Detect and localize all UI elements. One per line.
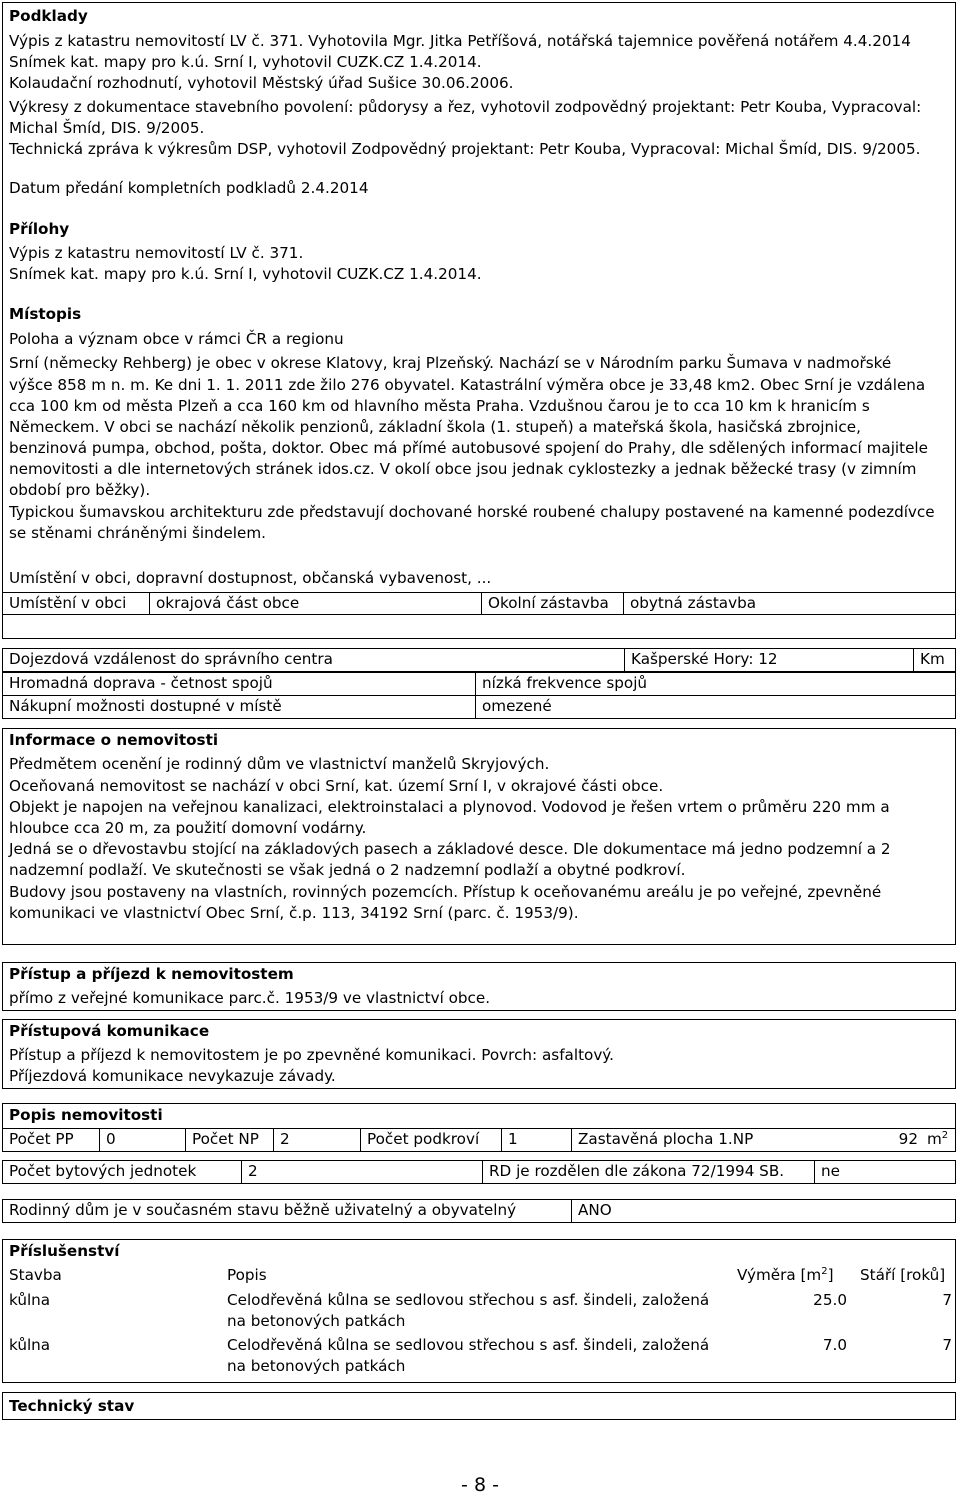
umisteni-value: okrajová část obce [149, 592, 482, 615]
prilohy-line: Výpis z katastru nemovitostí LV č. 371. [9, 244, 304, 262]
informace-line: Budovy jsou postaveny na vlastních, rovinných pozemcích. Přístup k oceňovanému areálu je po veřejné, zpevněné [9, 883, 882, 901]
mistopis-line: Srní (německy Rehberg) je obec v okrese Klatovy, kraj Plzeňský. Nachází se v Národním parku Šumava v nadmořské [9, 354, 892, 372]
okolni-zastavba-label: Okolní zástavba [481, 592, 624, 615]
pocet-bytu-label: Počet bytových jednotek [2, 1160, 242, 1184]
row-stari: 7 [942, 1336, 952, 1354]
header-vymera [737, 1265, 834, 1285]
vymera-end: ] [827, 1266, 834, 1284]
mistopis-subtitle: Poloha a význam obce v rámci ČR a regionu [9, 330, 344, 348]
row-popis: Celodřevěná kůlna se sedlovou střechou s asf. šindeli, založená [227, 1336, 710, 1354]
row-vymera: 7.0 [822, 1336, 847, 1354]
mistopis-line: Typickou šumavskou architekturu zde představují dochované horské roubené chalupy postavené na kamenné podezdívce [9, 503, 935, 521]
stav-value: ANO [571, 1199, 956, 1223]
zastavena-plocha-value: 92 [820, 1128, 924, 1152]
plocha-unit: m [927, 1130, 942, 1148]
dojezd-value: Kašperské Hory: 12 [624, 648, 914, 672]
informace-line: nadzemní podlaží. Ve skutečnosti se však jedná o 2 nadzemní podlaží a obytné podkroví. [9, 861, 686, 879]
zastavena-plocha-label: Zastavěná plocha 1.NP [571, 1128, 821, 1152]
informace-line: Objekt je napojen na veřejnou kanalizaci, elektroinstalaci a plynovod. Vodovod je řešen vrtem o průměru 220 mm a [9, 798, 890, 816]
mistopis-line: cca 100 km od města Plzeň a cca 160 km od hlavního města Praha. Vzdušnou čarou je to cca 10 km k hranicím s [9, 397, 870, 415]
vymera-text: Výměra [m [737, 1266, 822, 1284]
podklady-line: Výpis z katastru nemovitostí LV č. 371. Vyhotovila Mgr. Jitka Petříšová, notářská tajemnice pověřená notářem 4.4.2014 [9, 32, 911, 50]
pocet-bytu-value: 2 [241, 1160, 483, 1184]
podklady-title: Podklady [9, 7, 88, 25]
prislusenstvi-section [2, 1239, 956, 1383]
mistopis-line: výšce 858 m n. m. Ke dni 1. 1. 2011 zde žilo 276 obyvatel. Katastrální výměra obce je 33,48 km2. Obec Srní je vzdálena [9, 376, 926, 394]
nakup-label: Nákupní možnosti dostupné v místě [2, 695, 476, 719]
pocet-pp-value: 0 [99, 1128, 186, 1152]
pocet-podkrovi-value: 1 [501, 1128, 572, 1152]
informace-line: hloubce cca 20 m, za použití domovní vodárny. [9, 819, 367, 837]
page-number: - 8 - [461, 1474, 499, 1496]
pristup-title: Přístup a příjezd k nemovitostem [9, 965, 294, 983]
header-stari: Stáří [roků] [860, 1266, 946, 1284]
pocet-np-value: 2 [273, 1128, 361, 1152]
zastavena-plocha-unit [923, 1128, 956, 1152]
mistopis-title: Místopis [9, 305, 82, 323]
podklady-line: Technická zpráva k výkresům DSP, vyhotovil Zodpovědný projektant: Petr Kouba, Vypracoval: Michal Šmíd, DIS. 9/2005. [9, 140, 921, 158]
header-stavba: Stavba [9, 1266, 62, 1284]
technicky-section [2, 1392, 956, 1420]
podklady-line: Kolaudační rozhodnutí, vyhotovil Městský úřad Sušice 30.06.2006. [9, 74, 514, 92]
prislusenstvi-title: Příslušenství [9, 1242, 120, 1260]
informace-line: Jedná se o dřevostavbu stojící na základových pasech a základové desce. Dle dokumentace má jedno podzemní a 2 [9, 840, 891, 858]
stav-label: Rodinný dům je v současném stavu běžně uživatelný a obyvatelný [2, 1199, 572, 1223]
hromadna-value: nízká frekvence spojů [475, 672, 956, 696]
row-stari: 7 [942, 1291, 952, 1309]
nakup-value: omezené [475, 695, 956, 719]
komunikace-line: Příjezdová komunikace nevykazuje závady. [9, 1067, 336, 1085]
mistopis-line: benzinová pumpa, obchod, pošta, doktor. Obec má přímé autobusové spojení do Prahy, dle sdělených informací majitele [9, 439, 928, 457]
mistopis-line: období pro běžky). [9, 481, 151, 499]
prilohy-title: Přílohy [9, 220, 70, 238]
row-popis: na betonových patkách [227, 1312, 406, 1330]
plocha-unit-sup: 2 [941, 1129, 949, 1141]
okolni-zastavba-value: obytná zástavba [623, 592, 956, 615]
rd-rozdelen-value: ne [814, 1160, 956, 1184]
pristup-text: přímo z veřejné komunikace parc.č. 1953/9 ve vlastnictví obce. [9, 989, 491, 1007]
pocet-podkrovi-label: Počet podkroví [360, 1128, 502, 1152]
rd-rozdelen-label: RD je rozdělen dle zákona 72/1994 SB. [482, 1160, 815, 1184]
pocet-np-label: Počet NP [185, 1128, 274, 1152]
umisteni-label: Umístění v obci [2, 592, 150, 615]
podklady-line: Výkresy z dokumentace stavebního povolení: půdorysy a řez, vyhotovil zodpovědný projektant: Petr Kouba, Vypracoval: [9, 98, 922, 116]
technicky-title: Technický stav [9, 1397, 135, 1415]
dojezd-label: Dojezdová vzdálenost do správního centra [2, 648, 625, 672]
podklady-line: Michal Šmíd, DIS. 9/2005. [9, 119, 205, 137]
podklady-line: Snímek kat. mapy pro k.ú. Srní I, vyhotovil CUZK.CZ 1.4.2014. [9, 53, 482, 71]
informace-line: komunikaci ve vlastnictví Obec Srní, č.p. 113, 34192 Srní (parc. č. 1953/9). [9, 904, 579, 922]
mistopis-line: Německem. V obci se nachází několik penzionů, základní škola (1. stupeň) a mateřská škola, hasičská zbrojnice, [9, 418, 861, 436]
mistopis-line: se stěnami chráněnými šindelem. [9, 524, 266, 542]
hromadna-label: Hromadná doprava - četnost spojů [2, 672, 476, 696]
informace-title: Informace o nemovitosti [9, 731, 219, 749]
informace-line: Předmětem ocenění je rodinný dům ve vlastnictví manželů Skryjových. [9, 755, 550, 773]
informace-line: Oceňovaná nemovitost se nachází v obci Srní, kat. území Srní I, v okrajové části obce. [9, 777, 664, 795]
row-vymera: 25.0 [813, 1291, 847, 1309]
row-popis: Celodřevěná kůlna se sedlovou střechou s asf. šindeli, založená [227, 1291, 710, 1309]
podklady-datum: Datum předání kompletních podkladů 2.4.2014 [9, 179, 369, 197]
header-popis: Popis [227, 1266, 267, 1284]
popis-title: Popis nemovitosti [9, 1106, 163, 1124]
komunikace-line: Přístup a příjezd k nemovitostem je po zpevněné komunikaci. Povrch: asfaltový. [9, 1046, 614, 1064]
vymera-sup: 2 [821, 1265, 828, 1277]
row-stavba: kůlna [9, 1336, 51, 1354]
dojezd-unit: Km [913, 648, 956, 672]
row-popis: na betonových patkách [227, 1357, 406, 1375]
row-stavba: kůlna [9, 1291, 51, 1309]
umisteni-heading: Umístění v obci, dopravní dostupnost, občanská vybavenost, ... [9, 569, 492, 587]
prilohy-line: Snímek kat. mapy pro k.ú. Srní I, vyhotovil CUZK.CZ 1.4.2014. [9, 265, 482, 283]
pocet-pp-label: Počet PP [2, 1128, 100, 1152]
mistopis-line: nemovitosti a dle internetových stránek idos.cz. V okolí obce jsou jednak cyklostezky a jednak běžecké trasy (v zimním [9, 460, 917, 478]
komunikace-title: Přístupová komunikace [9, 1022, 210, 1040]
